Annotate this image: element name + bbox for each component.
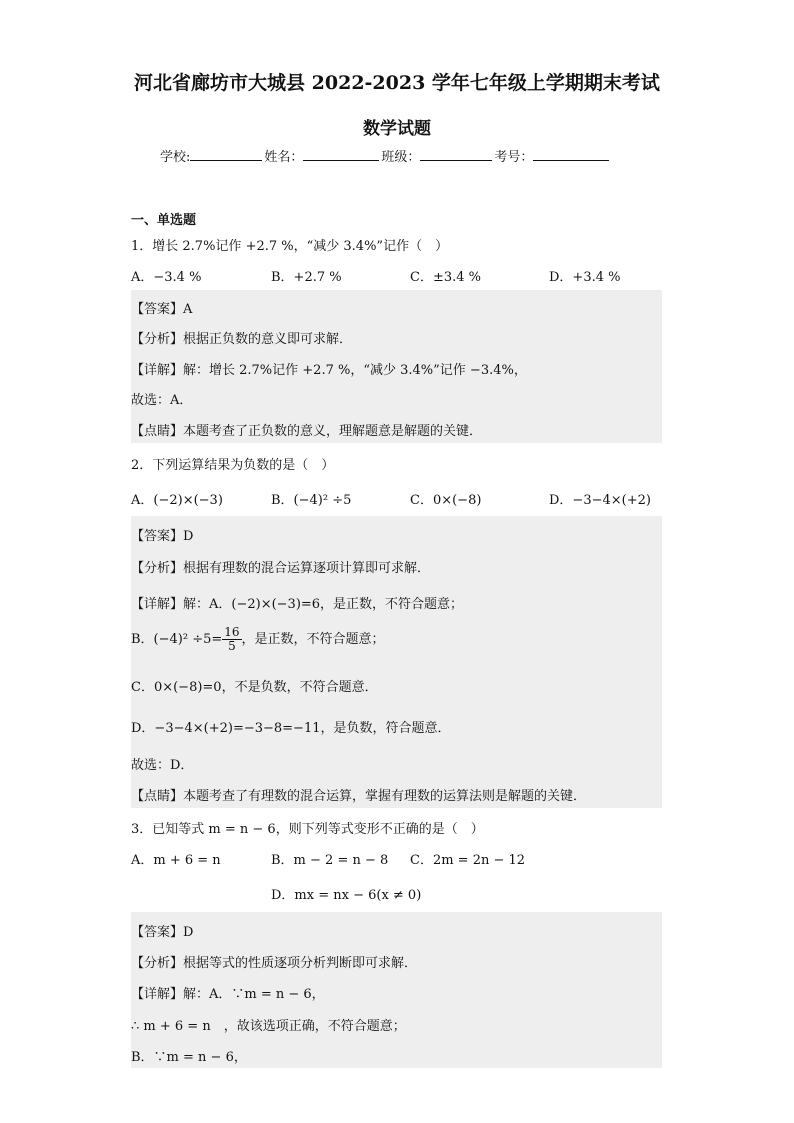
class-blank xyxy=(420,146,492,161)
q1-detail: 【详解】解：增长 2.7%记作 +2.7 %，“减少 3.4%”记作 −3.4%， xyxy=(131,363,527,378)
q2-detail-c: C．0×(−8)=0，不是负数，不符合题意． xyxy=(131,680,378,695)
q3-analysis: 【分析】根据等式的性质逐项分析判断即可求解． xyxy=(131,956,418,971)
student-info-line xyxy=(160,146,611,165)
number-label: 考号： xyxy=(494,150,534,165)
q2-fraction xyxy=(222,626,241,653)
q1-option-c: C．±3.4 % xyxy=(410,270,481,285)
q2-detail-b-rhs: ，是正数，不符合题意； xyxy=(241,632,385,647)
q3-detail-a2: ∴ m + 6 = n ，故该选项正确，不符合题意； xyxy=(131,1019,406,1034)
q2-stem: 2．下列运算结果为负数的是（ ） xyxy=(131,458,335,473)
name-label: 姓名： xyxy=(264,150,304,165)
q2-detail-b-lhs: B．(−4)² ÷5= xyxy=(131,632,223,647)
q2-answer: 【答案】D xyxy=(131,529,194,544)
q2-fraction-numerator: 16 xyxy=(224,625,240,639)
school-label: 学校: xyxy=(160,150,191,165)
q3-option-c: C．2m = 2n − 12 xyxy=(410,853,526,868)
name-blank xyxy=(303,146,379,161)
q2-option-c: C．0×(−8) xyxy=(410,493,482,508)
q2-detail-d: D．−3−4×(+2)=−3−8=−11，是负数，符合题意． xyxy=(131,721,451,736)
q3-answer-block xyxy=(131,912,662,1068)
q1-option-b: B．+2.7 % xyxy=(271,270,342,285)
q1-answer: 【答案】A xyxy=(131,302,193,317)
q2-detail-b xyxy=(131,626,385,653)
q2-choose: 故选：D． xyxy=(131,758,194,773)
q3-stem: 3．已知等式 m = n − 6，则下列等式变形不正确的是（ ） xyxy=(131,822,484,837)
q2-option-a: A．(−2)×(−3) xyxy=(131,493,223,508)
q2-fraction-denominator: 5 xyxy=(228,639,236,653)
q2-option-d: D．−3−4×(+2) xyxy=(549,493,651,508)
q3-option-a: A．m + 6 = n xyxy=(131,853,221,868)
section-title: 一、单选题 xyxy=(131,213,197,228)
q1-comment: 【点睛】本题考查了正负数的意义，理解题意是解题的关键． xyxy=(131,424,483,439)
q1-option-a: A．−3.4 % xyxy=(131,270,202,285)
school-blank xyxy=(190,146,262,161)
q3-option-d: D．mx = nx − 6(x ≠ 0) xyxy=(271,888,422,903)
q3-detail-b: B．∵m = n − 6， xyxy=(131,1050,247,1065)
q1-option-d: D．+3.4 % xyxy=(549,270,621,285)
q2-analysis: 【分析】根据有理数的混合运算逐项计算即可求解． xyxy=(131,561,431,576)
class-label: 班级： xyxy=(381,150,421,165)
q3-detail-a: 【详解】解：A．∵m = n − 6， xyxy=(131,987,325,1002)
q1-choose: 故选：A． xyxy=(131,393,193,408)
q3-option-b: B．m − 2 = n − 8 xyxy=(271,853,389,868)
q1-answer-block xyxy=(131,290,662,443)
number-blank xyxy=(533,146,609,161)
q1-stem: 1．增长 2.7%记作 +2.7 %，“减少 3.4%”记作（ ） xyxy=(131,239,449,254)
q2-detail-a: 【详解】解：A．(−2)×(−3)=6，是正数，不符合题意； xyxy=(131,597,464,612)
exam-subject: 数学试题 xyxy=(363,119,431,139)
exam-title: 河北省廊坊市大城县 2022-2023 学年七年级上学期期末考试 xyxy=(134,72,660,94)
q1-analysis: 【分析】根据正负数的意义即可求解． xyxy=(131,332,353,347)
q2-answer-block xyxy=(131,516,662,808)
q2-comment: 【点睛】本题考查了有理数的混合运算，掌握有理数的运算法则是解题的关键． xyxy=(131,789,587,804)
q3-answer: 【答案】D xyxy=(131,925,194,940)
q2-option-b: B．(−4)² ÷5 xyxy=(271,493,352,508)
